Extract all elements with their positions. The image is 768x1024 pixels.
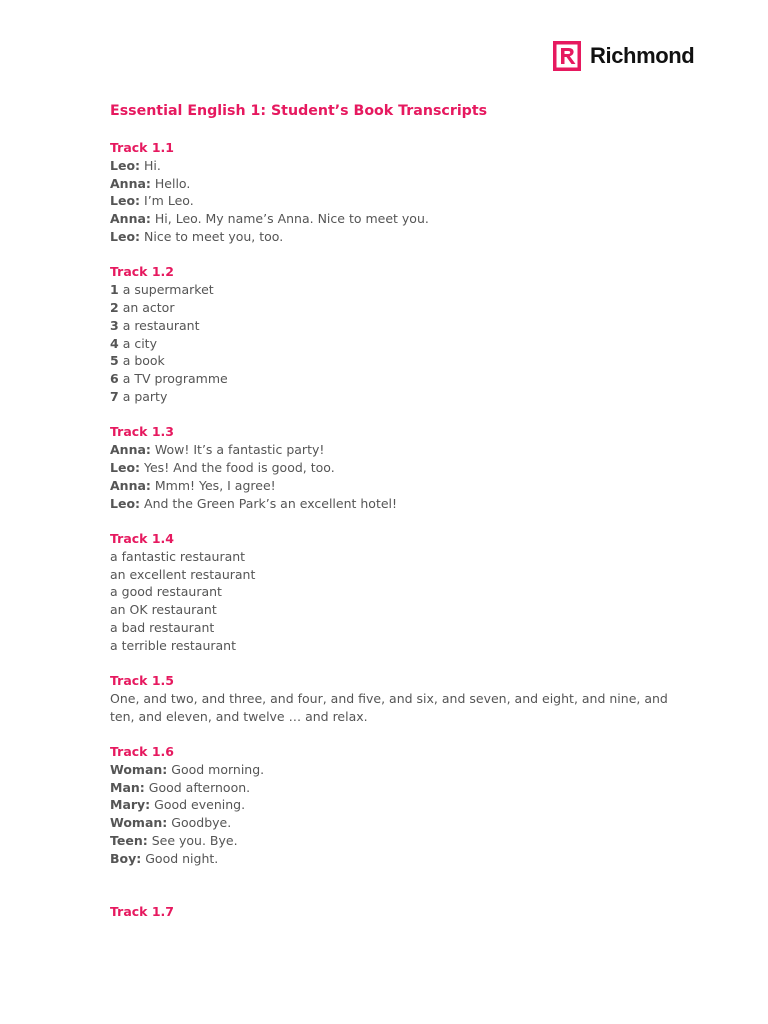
item-text: a restaurant [122, 317, 200, 333]
dialogue-line [110, 796, 670, 814]
dialogue-line [110, 814, 670, 832]
item-number: 5 [110, 353, 119, 369]
numbered-item [110, 335, 670, 353]
tracks-container [110, 139, 670, 921]
speaker-label: Woman: [110, 815, 168, 831]
speaker-label: Anna: [110, 477, 151, 493]
dialogue-text: Good morning. [171, 761, 265, 777]
speaker-label: Leo: [110, 228, 141, 244]
phrase-line: a fantastic restaurant [110, 548, 246, 564]
speaker-label: Mary: [110, 797, 151, 813]
dialogue-text: Good night. [145, 850, 219, 866]
speaker-label: Leo: [110, 495, 141, 511]
dialogue-text: Good evening. [154, 797, 246, 813]
phrase-line: a bad restaurant [110, 619, 215, 635]
item-text: a book [122, 353, 165, 369]
numbered-item [110, 352, 670, 370]
track-section [110, 423, 670, 512]
item-text: a party [122, 388, 168, 404]
numbered-item [110, 317, 670, 335]
transcript-paragraph: One, and two, and three, and four, and five, and six, and seven, and eight, and nine, and ten, and eleven, and twelve … and relax. [110, 690, 668, 724]
dialogue-line [110, 495, 670, 513]
dialogue-line [110, 228, 670, 246]
item-text: a supermarket [122, 282, 214, 298]
document-title: Essential English 1: Student’s Book Transcripts [110, 103, 488, 119]
item-number: 6 [110, 371, 119, 387]
track-section [110, 903, 670, 921]
dialogue-line [110, 477, 670, 495]
dialogue-text: Wow! It’s a fantastic party! [154, 442, 325, 458]
dialogue-line [110, 441, 670, 459]
phrase-line: an OK restaurant [110, 602, 217, 618]
numbered-item [110, 388, 670, 406]
dialogue-text: Yes! And the food is good, too. [144, 459, 335, 475]
numbered-item [110, 281, 670, 299]
numbered-item [110, 299, 670, 317]
dialogue-text: I’m Leo. [144, 193, 194, 209]
track-title: Track 1.1 [110, 140, 174, 155]
item-number: 3 [110, 317, 119, 333]
track-title: Track 1.7 [110, 904, 174, 920]
dialogue-line [110, 459, 670, 477]
speaker-label: Boy: [110, 850, 142, 866]
dialogue-line [110, 175, 670, 193]
dialogue-text: Mmm! Yes, I agree! [154, 477, 276, 493]
track-title: Track 1.5 [110, 673, 174, 689]
track-title: Track 1.4 [110, 530, 174, 546]
track-title: Track 1.6 [110, 744, 174, 760]
speaker-label: Anna: [110, 211, 151, 227]
track-section [110, 263, 670, 405]
item-number: 2 [110, 299, 119, 315]
dialogue-line [110, 157, 670, 175]
phrase-line: a good restaurant [110, 584, 222, 600]
dialogue-text: And the Green Park’s an excellent hotel! [144, 495, 398, 511]
track-title: Track 1.2 [110, 264, 174, 280]
dialogue-line [110, 210, 670, 228]
phrase-line: a terrible restaurant [110, 637, 237, 653]
dialogue-text: Good afternoon. [148, 779, 251, 795]
dialogue-text: See you. Bye. [151, 833, 238, 849]
track-section [110, 139, 670, 246]
speaker-label: Teen: [110, 833, 148, 849]
speaker-label: Leo: [110, 157, 141, 173]
dialogue-line [110, 850, 670, 868]
dialogue-text: Hi, Leo. My name’s Anna. Nice to meet you. [154, 211, 429, 227]
item-text: an actor [122, 299, 175, 315]
speaker-label: Anna: [110, 175, 151, 191]
brand-name: Richmond [590, 43, 695, 68]
item-text: a TV programme [122, 371, 228, 387]
speaker-label: Anna: [110, 442, 151, 458]
dialogue-text: Nice to meet you, too. [144, 228, 284, 244]
item-number: 1 [110, 282, 119, 298]
speaker-label: Man: [110, 779, 145, 795]
item-text: a city [122, 335, 157, 351]
richmond-logo-mark-icon [553, 41, 581, 71]
item-number: 7 [110, 388, 119, 404]
transcript-document [110, 101, 670, 938]
track-section [110, 743, 670, 868]
item-number: 4 [110, 335, 119, 351]
dialogue-line [110, 761, 670, 779]
richmond-logo [553, 41, 694, 71]
track-title: Track 1.3 [110, 424, 174, 440]
speaker-label: Woman: [110, 761, 168, 777]
dialogue-text: Hello. [154, 175, 191, 191]
dialogue-line [110, 192, 670, 210]
numbered-item [110, 370, 670, 388]
dialogue-line [110, 779, 670, 797]
speaker-label: Leo: [110, 459, 141, 475]
extra-spacing [110, 885, 670, 903]
speaker-label: Leo: [110, 193, 141, 209]
track-section [110, 530, 670, 655]
track-section [110, 672, 670, 725]
phrase-line: an excellent restaurant [110, 566, 256, 582]
dialogue-line [110, 832, 670, 850]
dialogue-text: Goodbye. [171, 815, 232, 831]
dialogue-text: Hi. [144, 157, 161, 173]
